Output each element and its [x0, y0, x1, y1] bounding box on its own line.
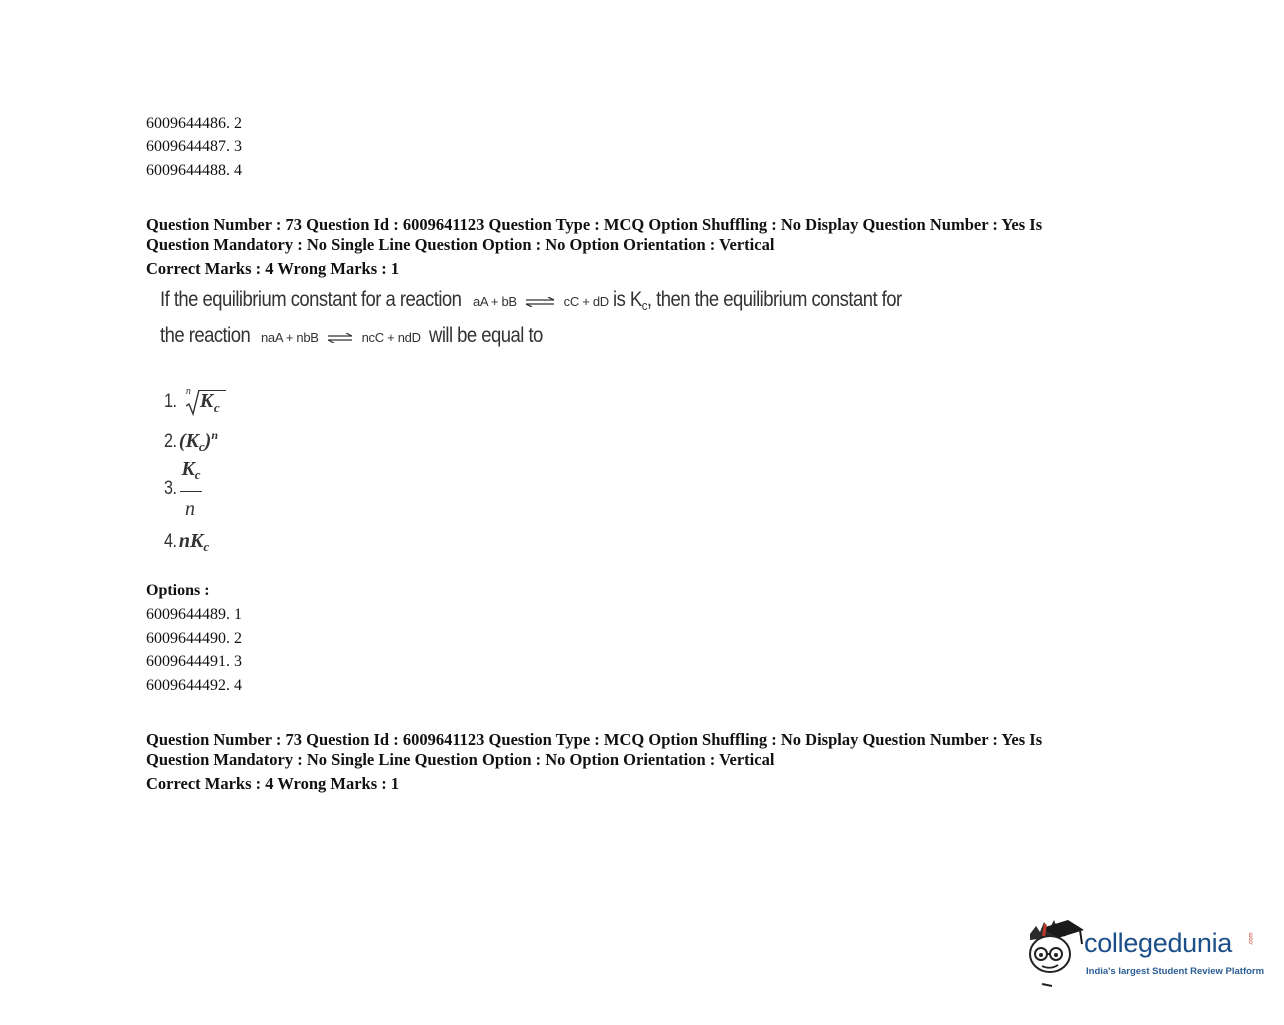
option-3: 6009644491. 3 [146, 653, 242, 670]
logo-wordmark: collegedunia [1084, 928, 1233, 958]
next-question-marks: Correct Marks : 4 Wrong Marks : 1 [146, 774, 400, 793]
mascot-face-icon [1022, 914, 1084, 992]
question-text-part2: is Kc, then the equilibrium constant for [613, 288, 903, 313]
choice-1: 1. n K c [164, 388, 228, 416]
prev-option-1: 6009644486. 2 [146, 115, 242, 132]
collegedunia-logo [1022, 914, 1265, 994]
question-marks: Correct Marks : 4 Wrong Marks : 1 [146, 259, 400, 278]
next-question-meta-line2: Question Mandatory : No Single Line Question Option : No Option Orientation : Vertical [146, 750, 775, 769]
choice-4: 4. $nK_c$ [164, 530, 210, 554]
equilibrium-arrow-icon [327, 333, 353, 343]
logo-tagline: India's largest Student Review Platform [1086, 966, 1265, 977]
option-2: 6009644490. 2 [146, 630, 242, 647]
question-meta-line1: Question Number : 73 Question Id : 6009641123 Question Type : MCQ Option Shuffling : No Display Question Number : Yes Is [146, 215, 1043, 234]
reaction2-left: naA + nbB [261, 330, 319, 345]
question-text-line2 [160, 324, 558, 348]
prev-option-3: 6009644488. 4 [146, 162, 242, 179]
options-label: Options : [146, 582, 210, 599]
document-page: 6009644486. 2 6009644487. 3 6009644488. 4 Question Number : 73 Question Id : 6009641123 Question Type : MCQ Option Shuffling : No Display Question Number : Yes Is Question Mandatory : No Single Line Question Option : No Option Orientation : Vertical Correct Marks : 4 Wrong Marks : 1 If the equilibrium constant for a reaction aA + bB cC + dD is Kc, then the equilibrium constant for the reaction naA + nbB ncC + ndD will be equal to 1. n K c 2. $(K_c)^n$ 3. $K_c$ n 4. $nK_c$ Options : 6009644489. 1 6009644490. 2 6009644491. 3 6009644492. 4 Question Number : 73 Question Id : 6009641123 Question Type : MCQ Option Shuffling : No Display Question Number : Yes Is Question Mandatory : No Single Line Question Option : No Option Orientation : Vertical Correct Marks : 4 Wrong Marks : 1 collegedunia .com India's largest Student Review Platform [0, 0, 1284, 1025]
choice-2: 2. $(K_c)^n$ [164, 428, 218, 454]
reaction2-right: ncC + ndD [361, 330, 421, 345]
reaction1-left: aA + bB [472, 294, 517, 309]
radical-sign-icon [186, 390, 200, 416]
question-text-part5: will be equal to [429, 324, 543, 347]
fraction-bar [180, 491, 202, 492]
question-text-part4: the reaction [160, 324, 251, 347]
reaction1-right: cC + dD [563, 294, 609, 309]
logo-suffix: .com [1248, 932, 1255, 946]
equilibrium-arrow-icon [525, 297, 555, 307]
question-text-line1 [160, 288, 941, 313]
question-text-part1: If the equilibrium constant for a reaction [160, 288, 462, 311]
option-4: 6009644492. 4 [146, 677, 242, 694]
option-1: 6009644489. 1 [146, 606, 242, 623]
next-question-meta-line1: Question Number : 73 Question Id : 6009641123 Question Type : MCQ Option Shuffling : No Display Question Number : Yes Is [146, 730, 1043, 749]
prev-option-2: 6009644487. 3 [146, 138, 242, 155]
question-meta-line2: Question Mandatory : No Single Line Question Option : No Option Orientation : Vertical [146, 235, 775, 254]
